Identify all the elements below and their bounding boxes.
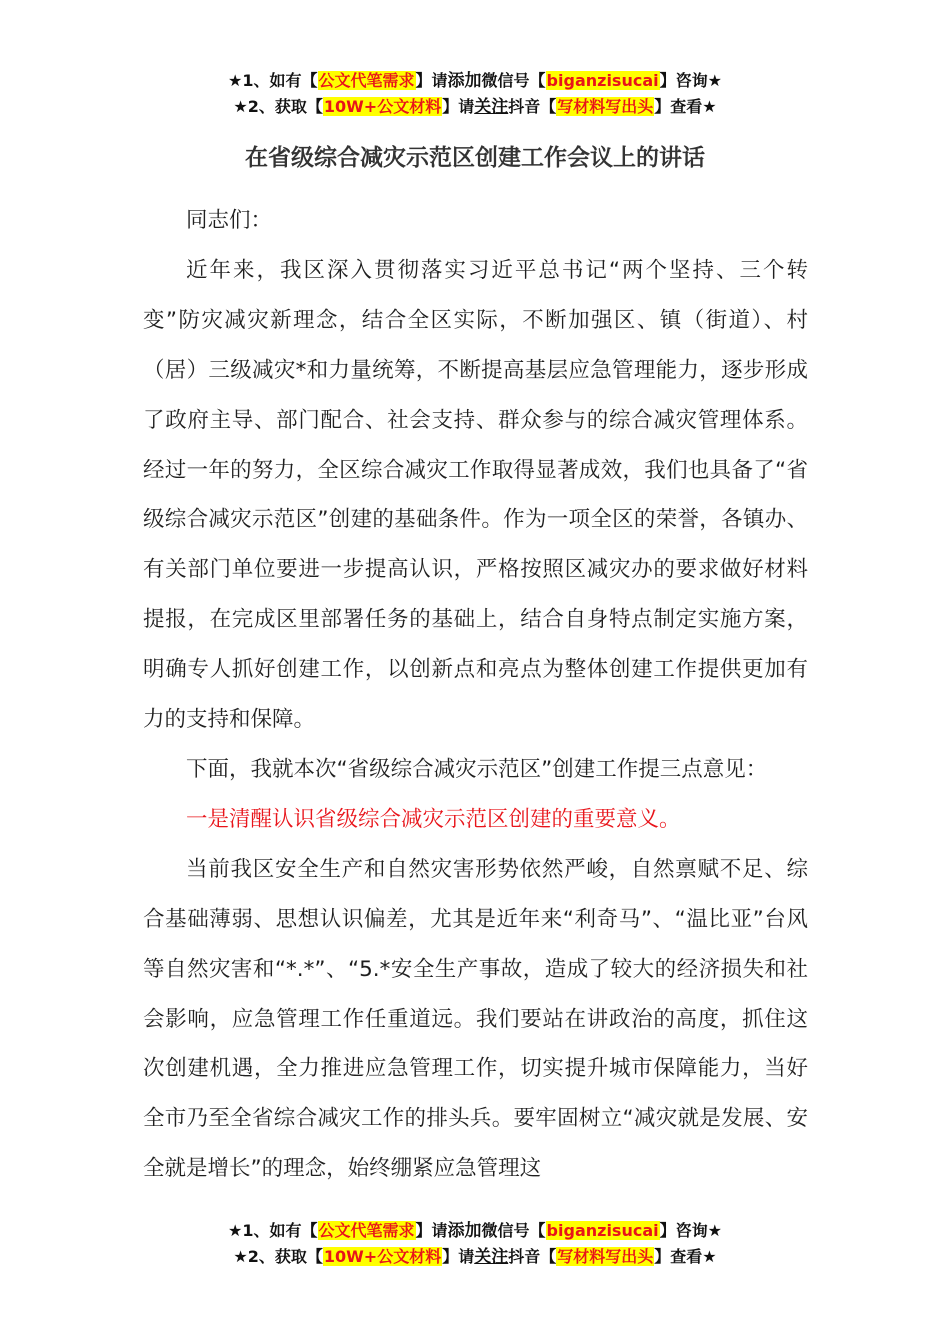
highlight-douyin: 写材料写出头 [557,97,654,116]
highlight-wechat-id: biganzisucai [546,71,659,90]
paragraph: 当前我区安全生产和自然灾害形势依然严峻，自然禀赋不足、综合基础薄弱、思想认识偏差，尤其是近年来“利奇马”、“温比亚”台风等自然灾害和“*.*”、“5.*安全生产事故，造成了较大的经济损失和社会影响，应急管理工作任重道远。我们要站在讲政治的高度，抓住这次创建机遇，全力推进应急管理工作，切实提升城市保障能力，当好全市乃至全省综合减灾工作的排头兵。要牢固树立“减灾就是发展、安全就是增长”的理念，始终绷紧应急管理这 [143,856,808,1182]
salutation: 同志们： [186,208,273,233]
highlight-materials: 10W+公文材料 [323,1247,442,1266]
banner-line-2: ★2、获取【10W+公文材料】请关注抖音【写材料写出头】查看★ [233,1247,717,1267]
banner-line-1: ★1、如有【公文代笔需求】请添加微信号【biganzisucai】咨询★ [228,71,722,91]
banner-line-2: ★2、获取【10W+公文材料】请关注抖音【写材料写出头】查看★ [233,97,717,117]
section-heading: 一是清醒认识省级综合减灾示范区创建的重要意义。 [186,806,681,832]
highlight-wechat-id: biganzisucai [546,1221,659,1240]
paragraph: 近年来，我区深入贯彻落实习近平总书记“两个坚持、三个转变”防灾减灾新理念，结合全区实际，不断加强区、镇（街道）、村（居）三级减灾*和力量统筹，不断提高基层应急管理能力，逐步形成了政府主导、部门配合、社会支持、群众参与的综合减灾管理体系。经过一年的努力，全区综合减灾工作取得显著成效，我们也具备了“省级综合减灾示范区”创建的基础条件。作为一项全区的荣誉，各镇办、有关部门单位要进一步提高认识，严格按照区减灾办的要求做好材料提报，在完成区里部署任务的基础上，结合自身特点制定实施方案，明确专人抓好创建工作，以创新点和亮点为整体创建工作提供更加有力的支持和保障。 [143,257,808,733]
highlight-douyin: 写材料写出头 [557,1247,654,1266]
highlight-materials: 10W+公文材料 [323,97,442,116]
footer-banner [0,1218,950,1270]
banner-line-1: ★1、如有【公文代笔需求】请添加微信号【biganzisucai】咨询★ [228,1221,722,1241]
header-banner [0,68,950,120]
document-title: 在省级综合减灾示范区创建工作会议上的讲话 [245,145,705,171]
highlight-service: 公文代笔需求 [318,1221,415,1240]
highlight-service: 公文代笔需求 [318,71,415,90]
paragraph: 下面，我就本次“省级综合减灾示范区”创建工作提三点意见： [186,756,768,782]
document-body [143,196,808,1194]
